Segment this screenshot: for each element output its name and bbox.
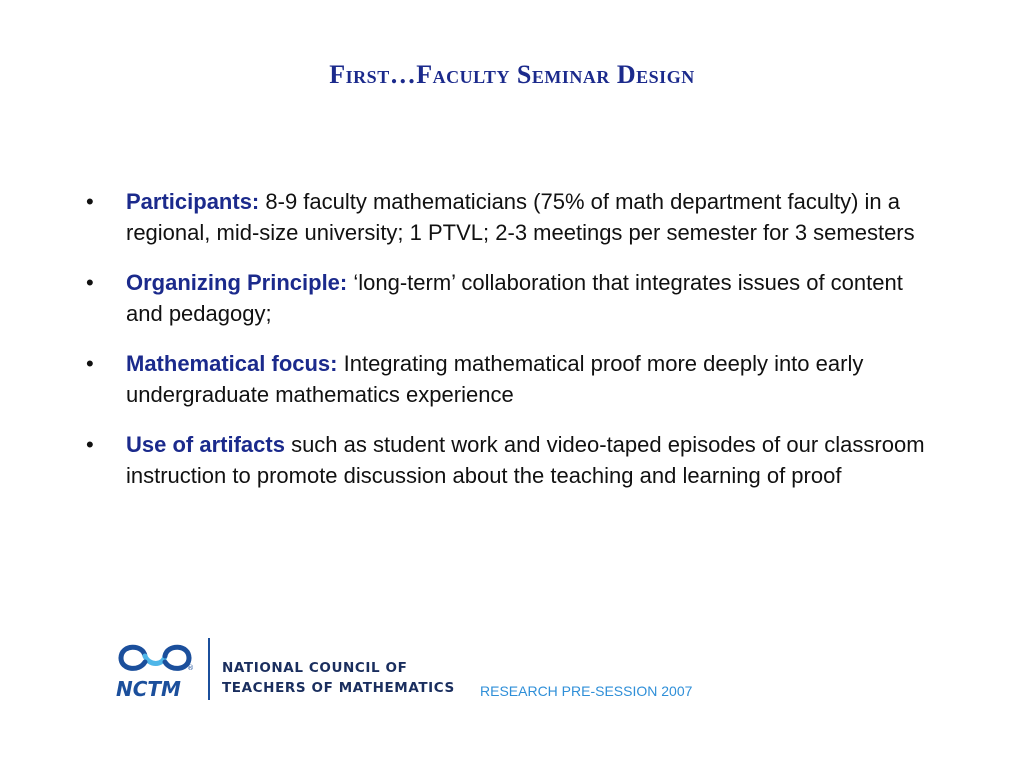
bullet-text: ‘long-term’ collaboration that integrates issues of content and pedagogy; [126,270,903,326]
bullet-text: Integrating mathematical proof more deeply into early undergraduate mathematics experience [126,351,864,407]
bullet-text: 8-9 faculty mathematicians (75% of math department faculty) in a regional, mid-size university; 1 PTVL; 2-3 meetings per semester for 3 semesters [126,189,915,245]
logo-org-name [222,658,455,698]
slide-title: First…Faculty Seminar Design [329,60,695,89]
bullet-dot: • [86,351,94,376]
event-label: RESEARCH PRE-SESSION 2007 [480,683,693,699]
bullet-dot: • [86,432,94,457]
bullet-use-of-artifacts [82,429,942,491]
bullet-list [82,186,942,510]
bullet-term: Participants: [126,189,260,214]
bullet-dot: • [86,189,94,214]
logo-divider [208,638,210,700]
logo-line-1: NATIONAL COUNCIL OF [222,660,408,676]
bullet-text: such as student work and video-taped episodes of our classroom instruction to promote discussion about the teaching and learning of proof [126,432,925,488]
registered-mark: ® [187,664,194,672]
bullet-mathematical-focus [82,348,942,410]
bullet-organizing-principle [82,267,942,329]
nctm-logo-icon [115,640,197,700]
nctm-logo [115,636,455,704]
bullet-term: Organizing Principle: [126,270,348,295]
bullet-participants [82,186,942,248]
bullet-term: Mathematical focus: [126,351,338,376]
bullet-dot: • [86,270,94,295]
logo-abbrev: NCTM [116,677,181,700]
logo-line-2: TEACHERS OF MATHEMATICS [222,680,455,696]
bullet-term: Use of artifacts [126,432,285,457]
